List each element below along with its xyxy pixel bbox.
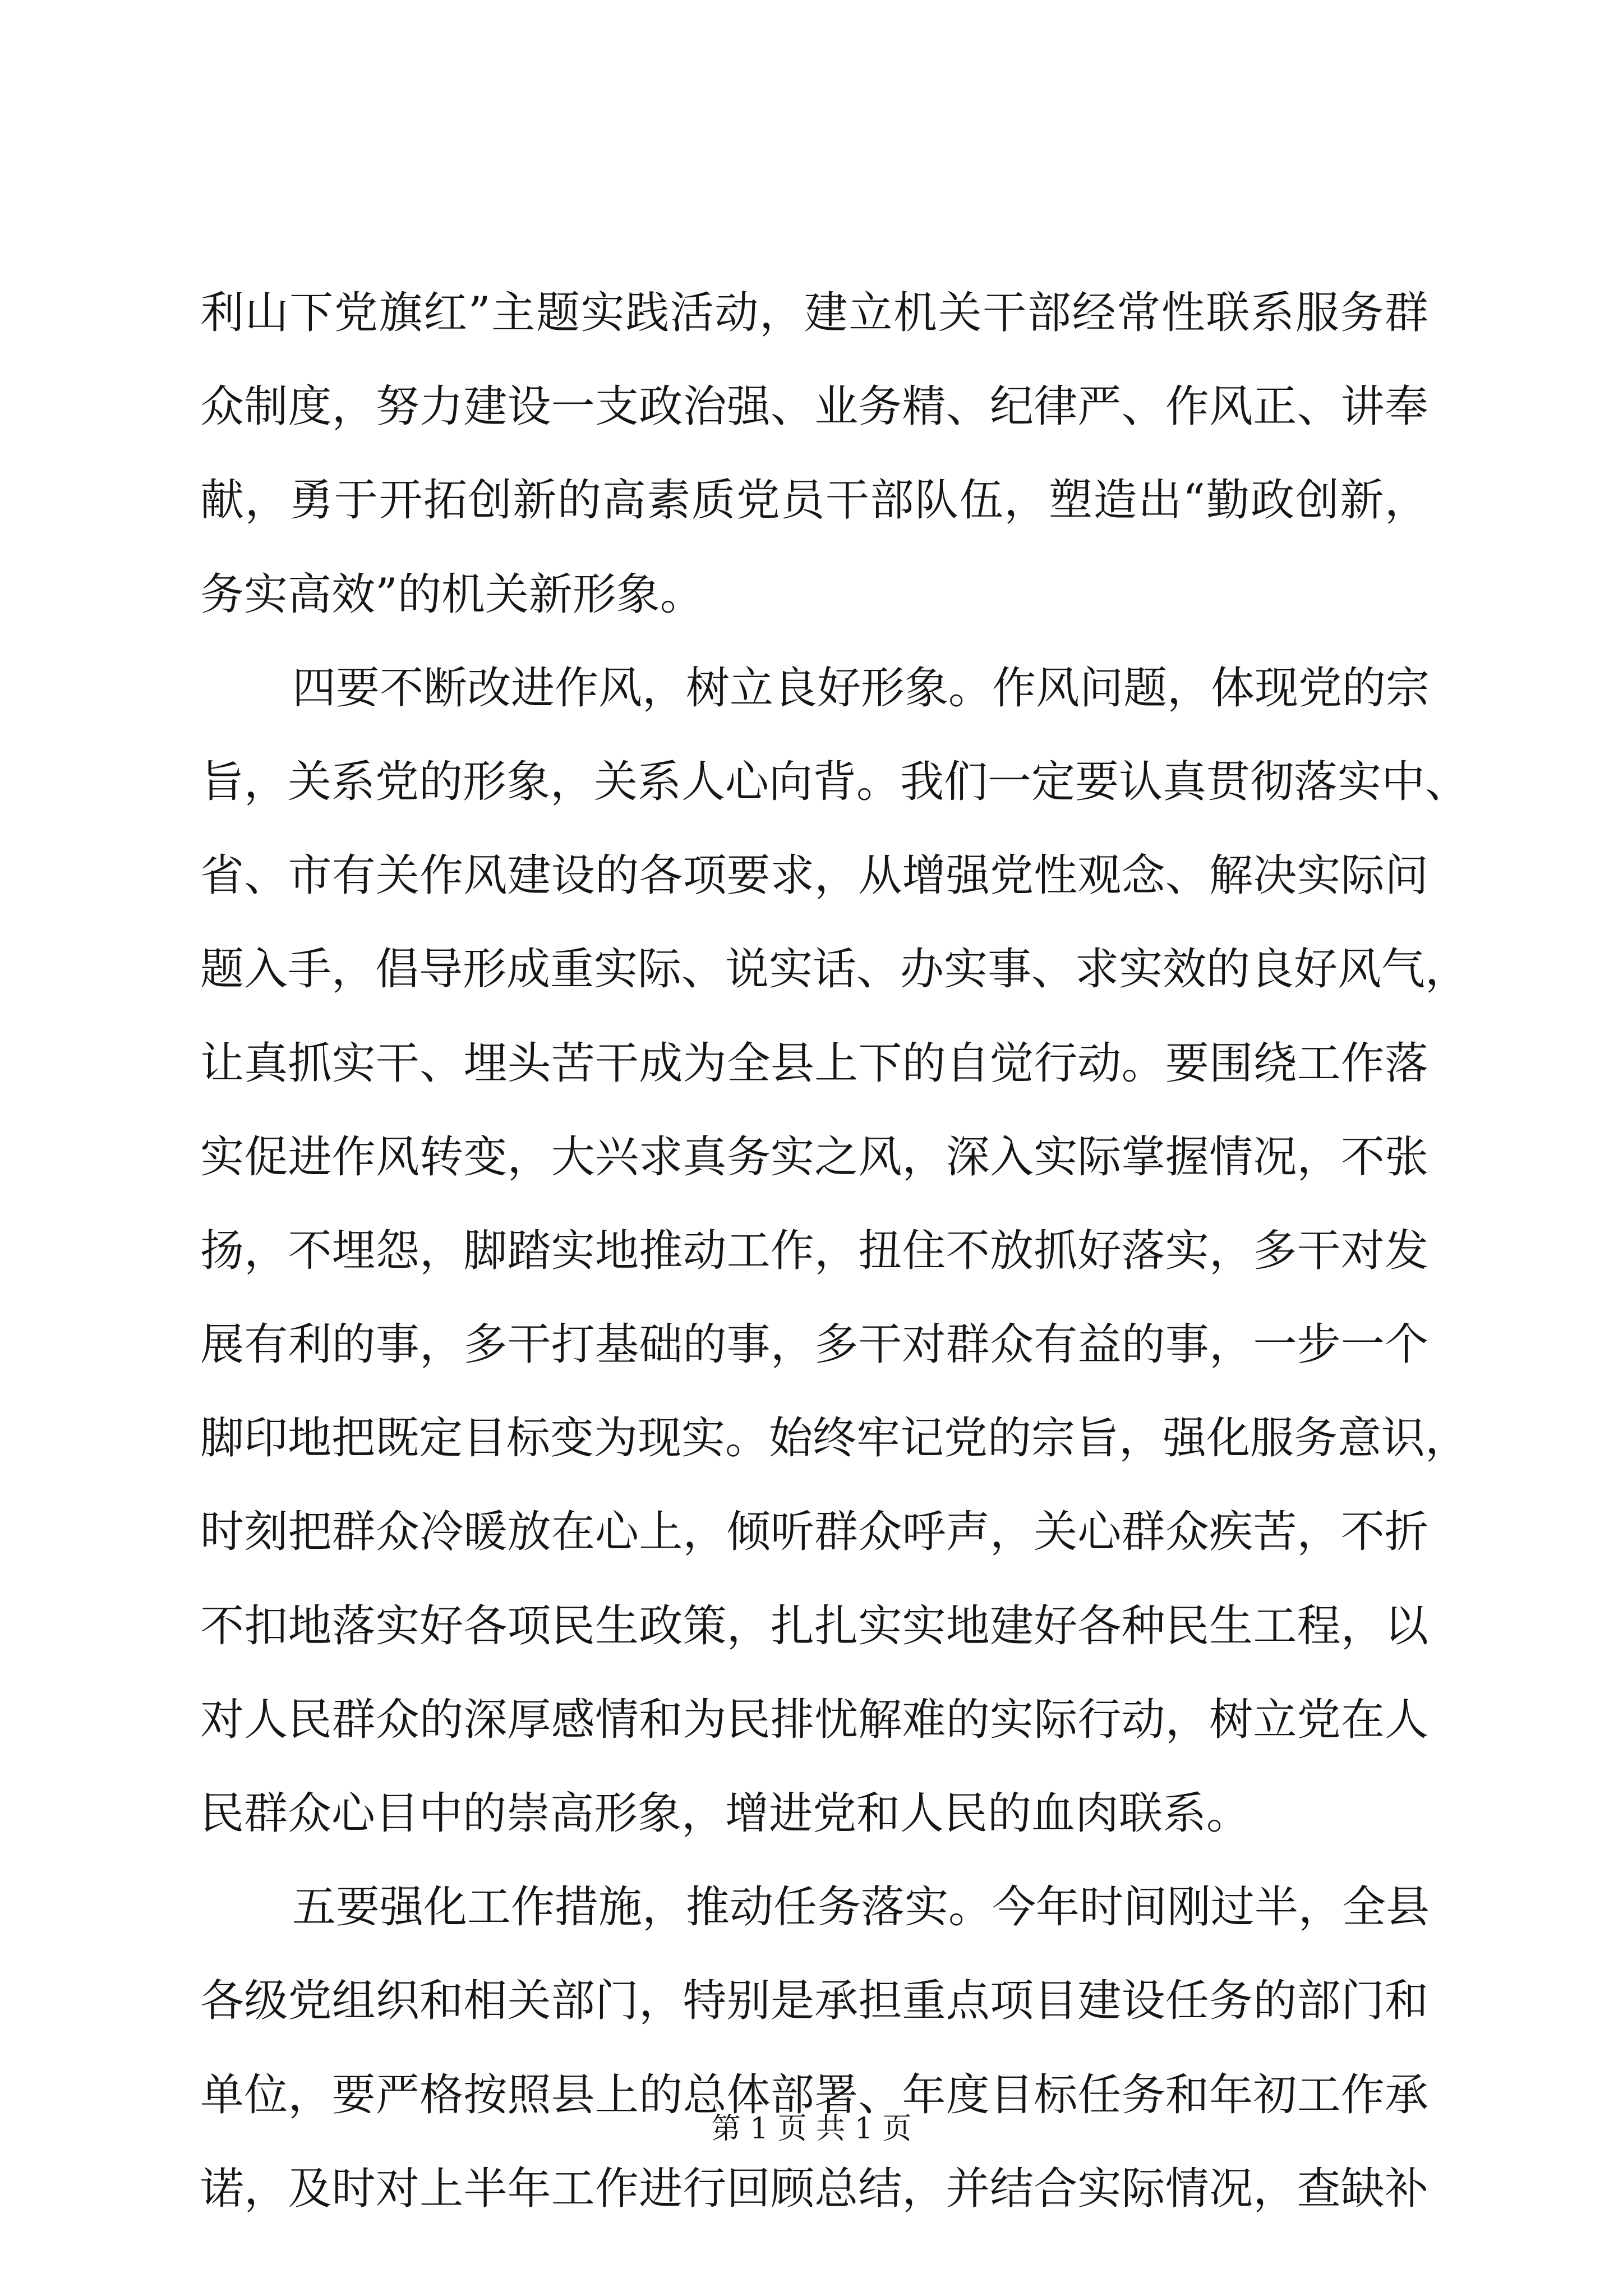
text-line: 民群众心目中的崇高形象，增进党和人民的血肉联系。 xyxy=(200,1788,1251,1839)
text-line: 不扣地落实好各项民生政策，扎扎实实地建好各种民生工程，以 xyxy=(200,1600,1428,1651)
text-line: 众制度，努力建设一支政治强、业务精、纪律严、作风正、讲奉 xyxy=(200,381,1428,432)
text-line: 省、市有关作风建设的各项要求，从增强党性观念、解决实际问 xyxy=(200,850,1428,901)
text-line: 题入手，倡导形成重实际、说实话、办实事、求实效的良好风气， xyxy=(200,944,1469,995)
text-line: 诺，及时对上半年工作进行回顾总结，并结合实际情况，查缺补 xyxy=(200,2163,1428,2214)
paragraph-start-line: 四要不断改进作风，树立良好形象。作风问题，体现党的宗 xyxy=(292,662,1430,714)
document-body xyxy=(200,266,1469,2236)
page-number-footer: 第 1 页 共 1 页 xyxy=(711,2112,912,2146)
text-line: 时刻把群众冷暖放在心上，倾听群众呼声，关心群众疾苦，不折 xyxy=(200,1507,1428,1558)
text-line: 扬，不埋怨，脚踏实地推动工作，扭住不放抓好落实，多干对发 xyxy=(200,1225,1428,1276)
text-line: 让真抓实干、埋头苦干成为全县上下的自觉行动。要围绕工作落 xyxy=(200,1038,1428,1089)
text-line: 旨，关系党的形象，关系人心向背。我们一定要认真贯彻落实中、 xyxy=(200,756,1469,807)
text-line: 实促进作风转变，大兴求真务实之风，深入实际掌握情况，不张 xyxy=(200,1131,1428,1182)
text-line: 各级党组织和相关部门，特别是承担重点项目建设任务的部门和 xyxy=(200,1976,1428,2027)
text-line: 利山下党旗红”主题实践活动，建立机关干部经常性联系服务群 xyxy=(200,288,1428,338)
text-line: 脚印地把既定目标变为现实。始终牢记党的宗旨，强化服务意识， xyxy=(200,1413,1469,1464)
text-line: 单位，要严格按照县上的总体部署、年度目标任务和年初工作承 xyxy=(200,2069,1428,2120)
text-line: 献，勇于开拓创新的高素质党员干部队伍，塑造出“勤政创新， xyxy=(200,475,1428,526)
text-line: 务实高效”的机关新形象。 xyxy=(200,569,704,620)
text-line: 对人民群众的深厚感情和为民排忧解难的实际行动，树立党在人 xyxy=(200,1694,1428,1745)
paragraph-start-line: 五要强化工作措施，推动任务落实。今年时间刚过半，全县 xyxy=(292,1882,1430,1933)
text-line: 展有利的事，多干打基础的事，多干对群众有益的事，一步一个 xyxy=(200,1319,1428,1370)
